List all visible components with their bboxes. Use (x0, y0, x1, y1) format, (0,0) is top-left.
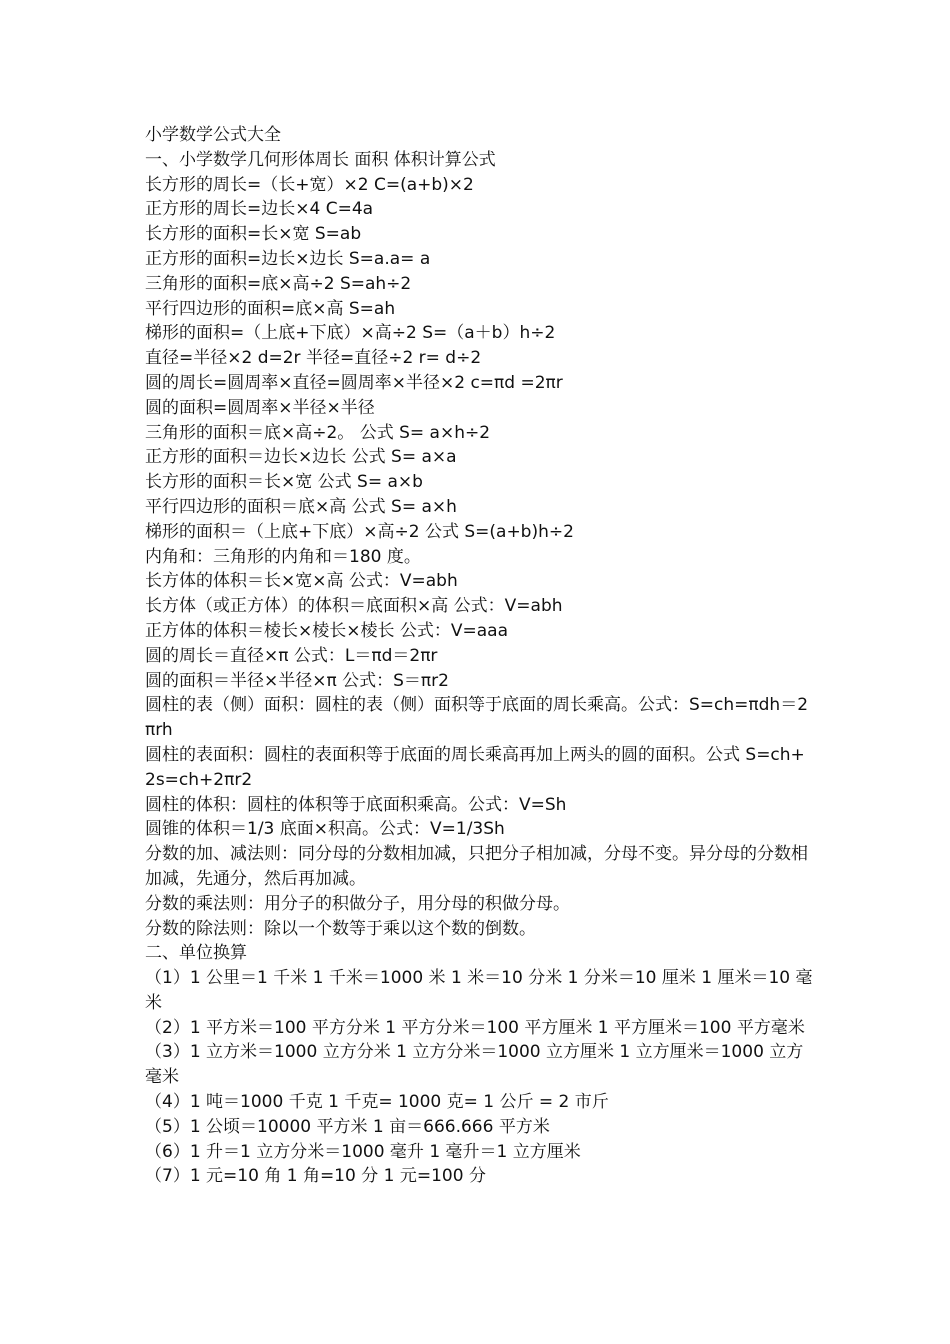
document-title: 小学数学公式大全 (145, 125, 281, 145)
formula-line: 长方形的面积=长×宽 S=ab (145, 224, 362, 245)
formula-line: 圆的周长=圆周率×直径=圆周率×半径×2 c=πd =2πr (145, 372, 563, 393)
formula-line: 直径=半径×2 d=2r 半径=直径÷2 r= d÷2 (145, 348, 482, 369)
unit-conversion-line: （6）1 升＝1 立方分米＝1000 毫升 1 毫升＝1 立方厘米 (145, 1141, 581, 1162)
formula-line: 圆柱的表面积：圆柱的表面积等于底面的周长乘高再加上两头的圆的面积。公式 S=ch+2s=ch+2πr2 (145, 744, 805, 790)
formula-line: 正方形的面积=边长×边长 S=a.a= a (145, 248, 431, 269)
section-heading-geometry: 一、小学数学几何形体周长 面积 体积计算公式 (145, 149, 496, 170)
formula-line: 长方体的体积＝长×宽×高 公式：V=abh (145, 571, 458, 592)
unit-conversion-line: （5）1 公顷＝10000 平方米 1 亩＝666.666 平方米 (145, 1116, 550, 1137)
section-heading-units: 二、单位换算 (145, 943, 247, 964)
formula-line: 内角和：三角形的内角和＝180 度。 (145, 546, 421, 567)
rule-line: 分数的乘法则：用分子的积做分子，用分母的积做分母。 (145, 893, 570, 914)
formula-line: 平行四边形的面积＝底×高 公式 S= a×h (145, 496, 457, 517)
rule-line: 分数的除法则：除以一个数等于乘以这个数的倒数。 (145, 918, 536, 939)
unit-conversion-line: （2）1 平方米＝100 平方分米 1 平方分米＝100 平方厘米 1 平方厘米＝100 平方毫米 (145, 1017, 805, 1038)
formula-line: 圆的面积=圆周率×半径×半径 (145, 397, 375, 418)
formula-line: 梯形的面积=（上底+下底）×高÷2 S=（a＋b）h÷2 (145, 323, 556, 344)
document-body (145, 123, 813, 1189)
formula-line: 梯形的面积＝（上底+下底）×高÷2 公式 S=(a+b)h÷2 (145, 521, 574, 542)
formula-line: 圆的周长＝直径×π 公式：L＝πd＝2πr (145, 645, 438, 666)
formula-line: 三角形的面积＝底×高÷2。 公式 S= a×h÷2 (145, 422, 491, 443)
formula-line: 圆的面积＝半径×半径×π 公式：S＝πr2 (145, 670, 449, 691)
formula-line: 正方形的面积＝边长×边长 公式 S= a×a (145, 447, 457, 468)
formula-line: 正方形的周长=边长×4 C=4a (145, 199, 374, 220)
formula-line: 平行四边形的面积=底×高 S=ah (145, 298, 396, 319)
formula-line: 正方体的体积＝棱长×棱长×棱长 公式：V=aaa (145, 620, 509, 641)
formula-line: 圆柱的表（侧）面积：圆柱的表（侧）面积等于底面的周长乘高。公式：S=ch=πdh＝2πrh (145, 695, 809, 741)
formula-line: 圆柱的体积：圆柱的体积等于底面积乘高。公式：V=Sh (145, 794, 567, 815)
unit-conversion-line: （3）1 立方米＝1000 立方分米 1 立方分米＝1000 立方厘米 1 立方厘米＝1000 立方毫米 (145, 1042, 804, 1088)
formula-line: 长方形的面积＝长×宽 公式 S= a×b (145, 472, 423, 493)
unit-conversion-line: （7）1 元=10 角 1 角=10 分 1 元=100 分 (145, 1166, 486, 1187)
rule-line: 分数的加、减法则：同分母的分数相加减，只把分子相加减，分母不变。异分母的分数相加减，先通分，然后再加减。 (145, 844, 808, 889)
unit-conversion-line: （1）1 公里＝1 千米 1 千米＝1000 米 1 米＝10 分米 1 分米＝10 厘米 1 厘米＝10 毫米 (145, 968, 813, 1013)
unit-conversion-line: （4）1 吨＝1000 千克 1 千克= 1000 克= 1 公斤 = 2 市斤 (145, 1092, 609, 1113)
formula-line: 长方体（或正方体）的体积＝底面积×高 公式：V=abh (145, 596, 563, 617)
formula-line: 圆锥的体积＝1/3 底面×积高。公式：V=1/3Sh (145, 819, 505, 840)
formula-line: 三角形的面积=底×高÷2 S=ah÷2 (145, 273, 412, 294)
formula-line: 长方形的周长=（长+宽）×2 C=(a+b)×2 (145, 174, 474, 195)
